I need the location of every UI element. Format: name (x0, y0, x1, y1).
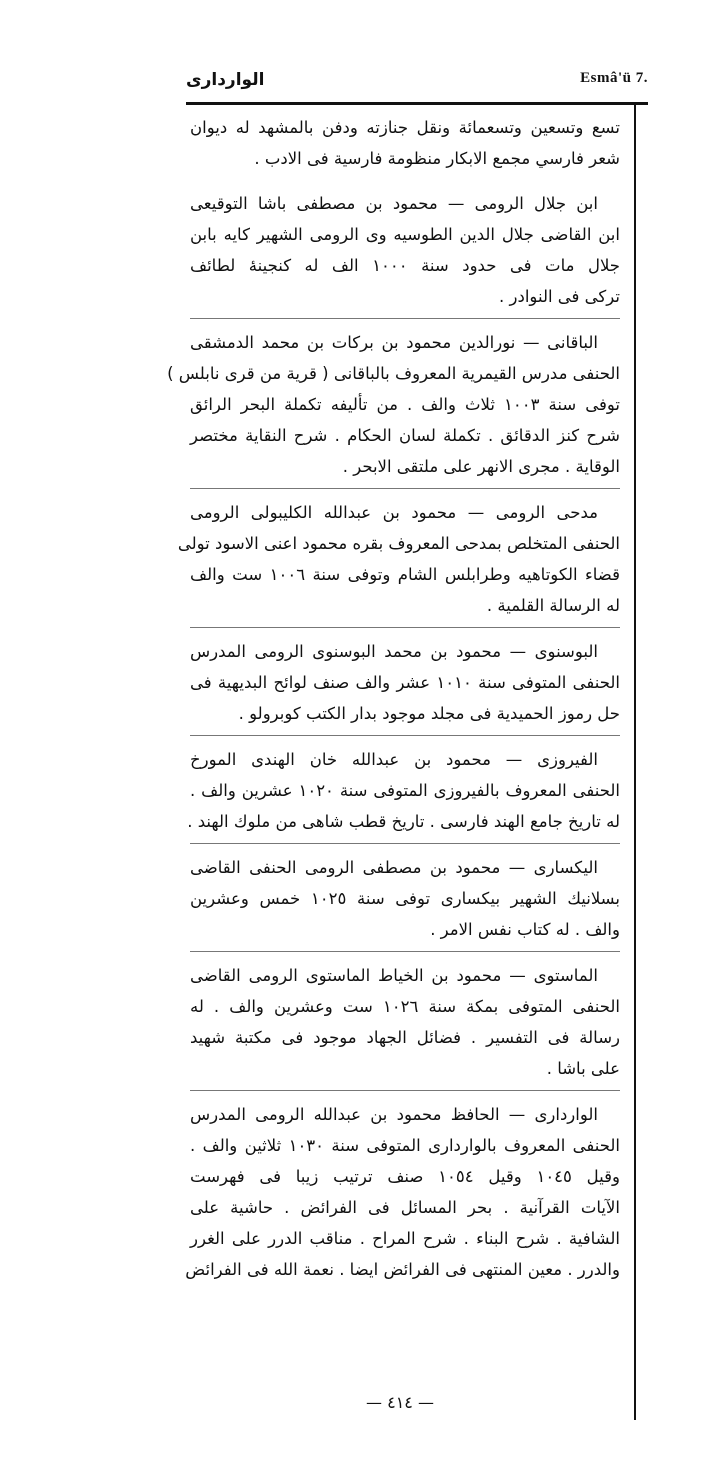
entry-heading-line: الواردارى — الحافظ محمود بن عبدالله الرومى المدرس (190, 1105, 598, 1124)
running-header (186, 66, 648, 96)
entry-text-line: الوقاية . مجرى الانهر على ملتقى الابحر . (342, 457, 620, 476)
entry-text-line: الشافية . شرح البناء . شرح المراح . مناقب الدرر على الغرر (190, 1229, 620, 1248)
biography-entry (185, 1099, 620, 1291)
header-latin-title: Esmâ'ü 7. (580, 70, 648, 86)
biography-entry (190, 188, 620, 319)
biography-entry (190, 960, 620, 1091)
header-rule (186, 102, 648, 105)
biography-entry (190, 852, 620, 952)
biography-entry (190, 112, 620, 180)
entry-text-line: له الرسالة القلمية . (486, 596, 620, 615)
text-column (167, 112, 620, 1299)
entry-text-line: جلال مات فى حدود سنة ١٠٠٠ الف له كنجينهٔ لطائف (190, 256, 620, 275)
entry-text-line: تسع وتسعين وتسعمائة ونقل جنازته ودفن بالمشهد له ديوان (190, 118, 620, 137)
margin-rule (634, 104, 636, 1420)
entry-text-line: تركى فى النوادر . (499, 287, 620, 306)
entry-text-line: بسلانيك الشهير بيكسارى توفى سنة ١٠٢٥ خمس وعشرين (190, 889, 620, 908)
entry-heading-line: ابن جلال الرومى — محمود بن مصطفى باشا التوقيعى (190, 194, 598, 213)
entry-text-line: ابن القاضى جلال الدين الطوسيه وى الرومى الشهير كايه بابن (190, 225, 620, 244)
entry-text-line: والدرر . معين المنتهى فى الفرائض ايضا . نعمة الله فى الفرائض (185, 1260, 620, 1279)
entry-text-line: حل رموز الحميدية فى مجلد موجود بدار الكتب كوبرولو . (238, 704, 620, 723)
entry-text-line: الحنفى المعروف بالفيروزى المتوفى سنة ١٠٢٠ عشرين والف . (190, 781, 620, 800)
entry-heading-line: الباقانى — نورالدين محمود بن بركات بن محمد الدمشقى (190, 333, 598, 352)
entry-text-line: له تاريخ جامع الهند فارسى . تاريخ قطب شاهى من ملوك الهند . (187, 812, 620, 831)
entry-heading-line: اليكسارى — محمود بن مصطفى الرومى الحنفى القاضى (190, 858, 598, 877)
page-number: — ٤١٤ — (366, 1393, 434, 1412)
entry-text-line: على باشا . (546, 1059, 620, 1078)
entry-text-line: رسالة فى التفسير . فضائل الجهاد موجود فى مكتبة شهيد (190, 1028, 620, 1047)
entry-text-line: الحنفى المتوفى بمكة سنة ١٠٢٦ ست وعشرين والف . له (190, 997, 620, 1016)
entry-text-line: الآيات القرآنية . بحر المسائل فى الفرائض . حاشية على (190, 1198, 620, 1217)
entry-text-line: وقيل ١٠٤٥ وقيل ١٠٥٤ صنف ترتيب زيبا فى فهرست (190, 1167, 620, 1186)
biography-entry (187, 744, 620, 844)
entry-text-line: شرح كنز الدقائق . تكملة لسان الحكام . شرح النقاية مختصر (190, 426, 620, 445)
entry-heading-line: الفيروزى — محمود بن عبدالله خان الهندى المورخ (190, 750, 598, 769)
entry-text-line: قضاء الكوتاهيه وطرابلس الشام وتوفى سنة ١٠٠٦ ست والف (190, 565, 620, 584)
entry-text-line: الحنفى المتخلص بمدحى المعروف بقره محمود اعنى الاسود تولى (177, 534, 620, 553)
entry-heading-line: مدحى الرومى — محمود بن عبدالله الكليبولى الرومى (190, 503, 598, 522)
entry-text-line: الحنفى مدرس القيمرية المعروف بالباقانى ( قرية من قرى نابلس ) (167, 364, 620, 383)
entry-heading-line: البوسنوى — محمود بن محمد البوسنوى الرومى المدرس (190, 642, 598, 661)
biography-entry (190, 636, 620, 736)
entry-text-line: الحنفى المتوفى سنة ١٠١٠ عشر والف صنف لوائح البديهية فى (190, 673, 620, 692)
header-arabic-title: الواردارى (186, 70, 265, 90)
biography-entry (167, 327, 620, 489)
entry-text-line: توفى سنة ١٠٠٣ ثلاث والف . من تأليفه تكملة البحر الرائق (190, 395, 620, 414)
biography-entry (177, 497, 620, 628)
entry-heading-line: الماستوى — محمود بن الخياط الماستوى الرومى القاضى (190, 966, 598, 985)
entry-text-line: شعر فارسي مجمع الابكار منظومة فارسية فى الادب . (254, 149, 620, 168)
entry-text-line: والف . له كتاب نفس الامر . (430, 920, 620, 939)
entry-text-line: الحنفى المعروف بالواردارى المتوفى سنة ١٠٣٠ ثلاثين والف . (190, 1136, 620, 1155)
